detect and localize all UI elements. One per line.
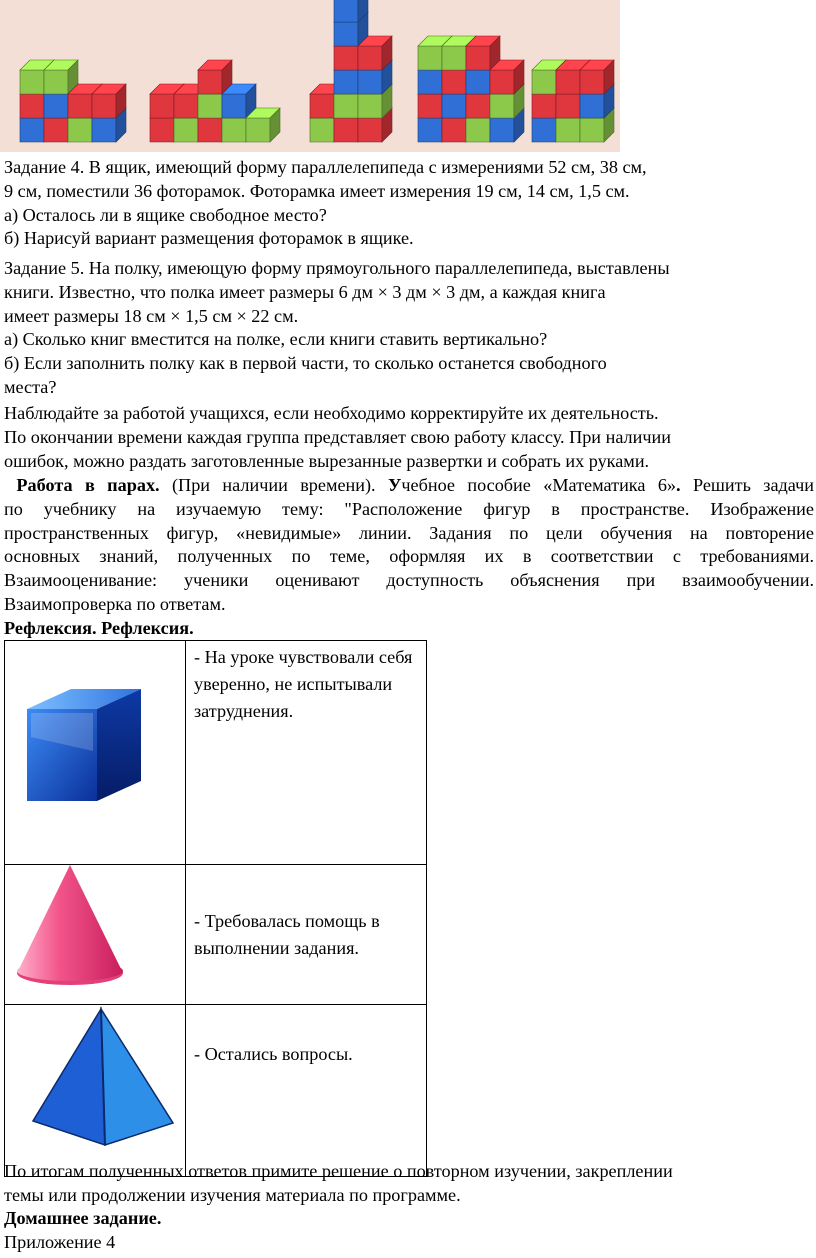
pairs-line6: Взаимопроверка по ответам.: [4, 593, 226, 614]
task5-block: [4, 257, 816, 400]
cube-block: [92, 84, 126, 118]
pyramid-cell: [5, 1005, 186, 1177]
pairs-line4: основных знаний, полученных по теме, оформляя их в соответствии с требованиями.: [4, 546, 814, 567]
observe-line3: ошибок, можно раздать заготовленные вырезанные развертки и собрать их руками.: [4, 450, 650, 471]
reflection-table: [4, 640, 427, 1177]
task5-line3: имеет размеры 18 см × 1,5 см × 22 см.: [4, 305, 299, 326]
observe-line1: Наблюдайте за работой учащихся, если необходимо корректируйте их деятельность.: [4, 403, 659, 423]
observe-block: [4, 402, 816, 473]
pairs-line3: пространственных фигур, «невидимые» линии. Задания по цели обучения на повторение: [4, 522, 814, 543]
blue-cube-icon: [5, 641, 185, 859]
task5-question-b2: места?: [4, 376, 57, 397]
task5-line1: Задание 5. На полку, имеющую форму прямоугольного параллелепипеда, выставлены: [4, 258, 670, 278]
pairs-block: [4, 474, 814, 641]
reflection-title: Рефлексия. Рефлексия.: [4, 617, 194, 638]
reflection-row: [5, 641, 427, 865]
conclusion-line1: По итогам полученных ответов примите решение о повторном изучении, закреплении: [4, 1161, 673, 1181]
pairs-title: Работа в парах.: [16, 475, 160, 495]
task4-line2: 9 см, поместили 36 фоторамок. Фоторамка имеет измерения 19 см, 14 см, 1,5 см.: [4, 180, 630, 201]
conclusion-line2: темы или продолжении изучения материала по программе.: [4, 1184, 461, 1205]
cube-block: [490, 60, 524, 94]
task5-question-b1: б) Если заполнить полку как в первой части, то сколько останется свободного: [4, 353, 607, 374]
reflection-row: [5, 865, 427, 1005]
task4-line1: Задание 4. В ящик, имеющий форму параллелепипеда с измерениями 52 см, 38 см,: [4, 157, 647, 177]
cube-cell: [5, 641, 186, 865]
cube-block: [358, 36, 392, 70]
reflection-text-1: - На уроке чувствовали себя уверенно, не испытывали затруднения.: [186, 641, 427, 865]
pairs-line5: Взаимооценивание: ученики оценивают доступность объяснения при взаимообучении.: [4, 570, 814, 591]
conclusion-block: [4, 1160, 673, 1254]
cube-block: [246, 108, 280, 142]
reflection-text-2: - Требовалась помощь в выполнении задания.: [186, 865, 427, 1005]
pairs-line1: Работа в парах. (При наличии времени). Учебное пособие «Математика 6». Решить задачи: [16, 475, 815, 495]
task4-question-a: а) Осталось ли в ящике свободное место?: [4, 204, 327, 225]
reflection-row: [5, 1005, 427, 1177]
header-illustration: [0, 0, 620, 152]
reflection-text-3: - Остались вопросы.: [186, 1005, 427, 1177]
cube-structures-image: [0, 0, 620, 152]
pairs-line2: по учебнику на изучаемую тему: "Расположение фигур в пространстве. Изображение: [4, 498, 814, 519]
task4-question-b: б) Нарисуй вариант размещения фоторамок в ящике.: [4, 228, 414, 249]
blue-pyramid-icon: [5, 1005, 185, 1171]
appendix-label: Приложение 4: [4, 1231, 116, 1252]
task5-line2: книги. Известно, что полка имеет размеры 6 дм × 3 дм × 3 дм, а каждая книга: [4, 281, 606, 302]
task4-block: [4, 156, 816, 251]
cube-block: [580, 60, 614, 94]
cone-cell: [5, 865, 186, 1005]
observe-line2: По окончании времени каждая группа представляет свою работу классу. При наличии: [4, 426, 671, 447]
homework-heading: Домашнее задание.: [4, 1208, 162, 1228]
task5-question-a: а) Сколько книг вместится на полке, если книги ставить вертикально?: [4, 329, 548, 350]
pink-cone-icon: [5, 865, 185, 999]
